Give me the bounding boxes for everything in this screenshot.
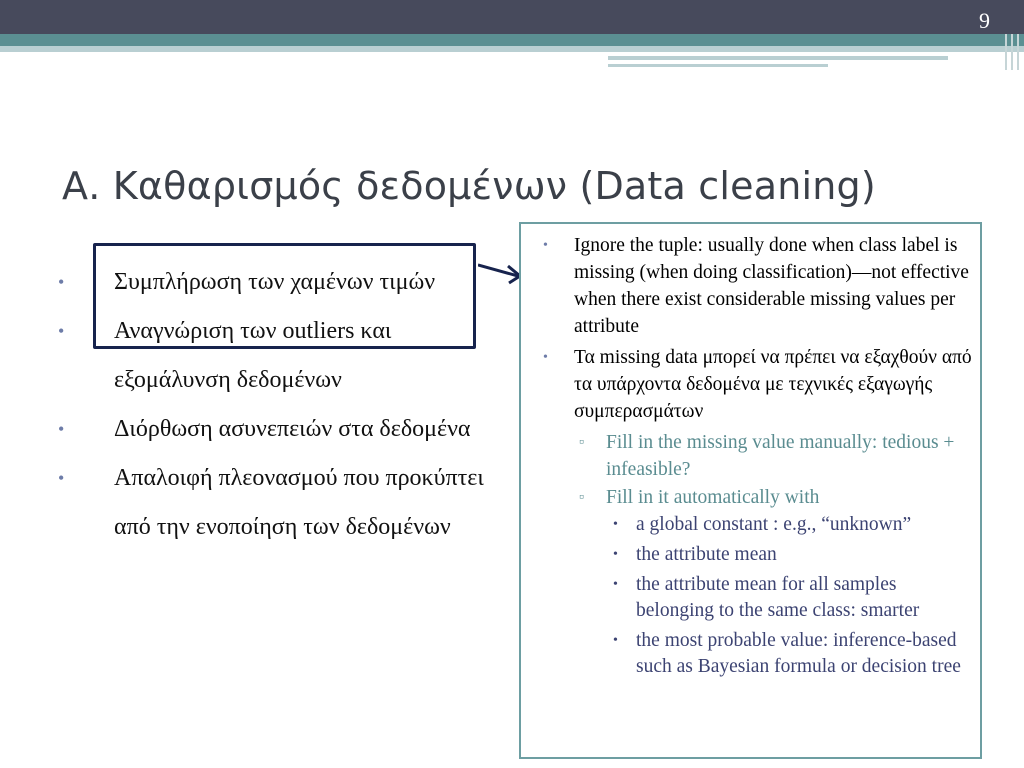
dot-bullet-icon: •	[613, 547, 618, 562]
detail-callout-box	[519, 222, 982, 759]
header-deco-line	[608, 56, 948, 60]
list-item-text: Τα missing data μπορεί να πρέπει να εξαχθούν από τα υπάρχοντα δεδομένα με τεχνικές εξαγωγής συμπερασμάτων	[574, 347, 972, 422]
sub-sub-list-item	[543, 628, 973, 680]
bullet-icon: •	[543, 350, 548, 365]
bullet-icon: •	[58, 272, 65, 292]
header-teal-band	[0, 34, 1024, 46]
sub-sub-list-item-text: the attribute mean for all samples belonging to the same class: smarter	[636, 574, 920, 621]
sub-sub-list-item	[543, 542, 973, 568]
list-item-text: Απαλοιφή πλεονασμού που προκύπτει από την ενοποίηση των δεδομένων	[114, 465, 484, 540]
sub-sub-list-item	[543, 512, 973, 538]
sub-list-item	[543, 484, 973, 511]
sub-sub-list-item	[543, 572, 973, 624]
header-deco-line	[608, 64, 828, 67]
sub-sub-list-item-text: a global constant : e.g., “unknown”	[636, 514, 912, 535]
sub-sub-list-item-text: the attribute mean	[636, 544, 777, 565]
list-item	[58, 454, 498, 552]
header-deco-vline	[1011, 34, 1013, 70]
list-item-text: Συμπλήρωση των χαμένων τιμών	[114, 269, 436, 295]
header-dark-band	[0, 0, 1024, 34]
list-item-text: Ignore the tuple: usually done when class label is missing (when doing classification)—not effective when there exist considerable missing values per attribute	[574, 235, 969, 337]
sub-list-item-text: Fill in the missing value manually: tedious + infeasible?	[606, 432, 955, 480]
highlight-box	[93, 243, 476, 349]
header-light-band	[0, 46, 1024, 52]
sub-list-item	[543, 429, 973, 483]
list-item	[58, 405, 498, 454]
list-item	[543, 232, 973, 340]
slide-number: 9	[979, 8, 990, 33]
arrow-icon	[478, 262, 524, 286]
detail-list	[543, 232, 973, 684]
list-item-text: Αναγνώριση των outliers και εξομάλυνση δεδομένων	[114, 318, 392, 393]
bullet-icon: •	[58, 321, 65, 341]
header-deco-vline	[1017, 34, 1019, 70]
list-item	[543, 344, 973, 425]
bullet-icon: •	[58, 468, 65, 488]
slide-title: Α. Καθαρισμός δεδομένων (Data cleaning)	[62, 164, 876, 208]
dot-bullet-icon: •	[613, 633, 618, 648]
bullet-icon: •	[543, 238, 548, 253]
dot-bullet-icon: •	[613, 517, 618, 532]
sub-list-item-text: Fill in it automatically with	[606, 487, 820, 508]
sub-sub-list-item-text: the most probable value: inference-based such as Bayesian formula or decision tree	[636, 630, 961, 677]
bullet-icon: •	[58, 419, 65, 439]
dot-bullet-icon: •	[613, 577, 618, 592]
square-bullet-icon: ▫	[579, 435, 584, 450]
header-deco-vline	[1005, 34, 1007, 70]
square-bullet-icon: ▫	[579, 490, 584, 505]
list-item-text: Διόρθωση ασυνεπειών στα δεδομένα	[114, 416, 471, 442]
